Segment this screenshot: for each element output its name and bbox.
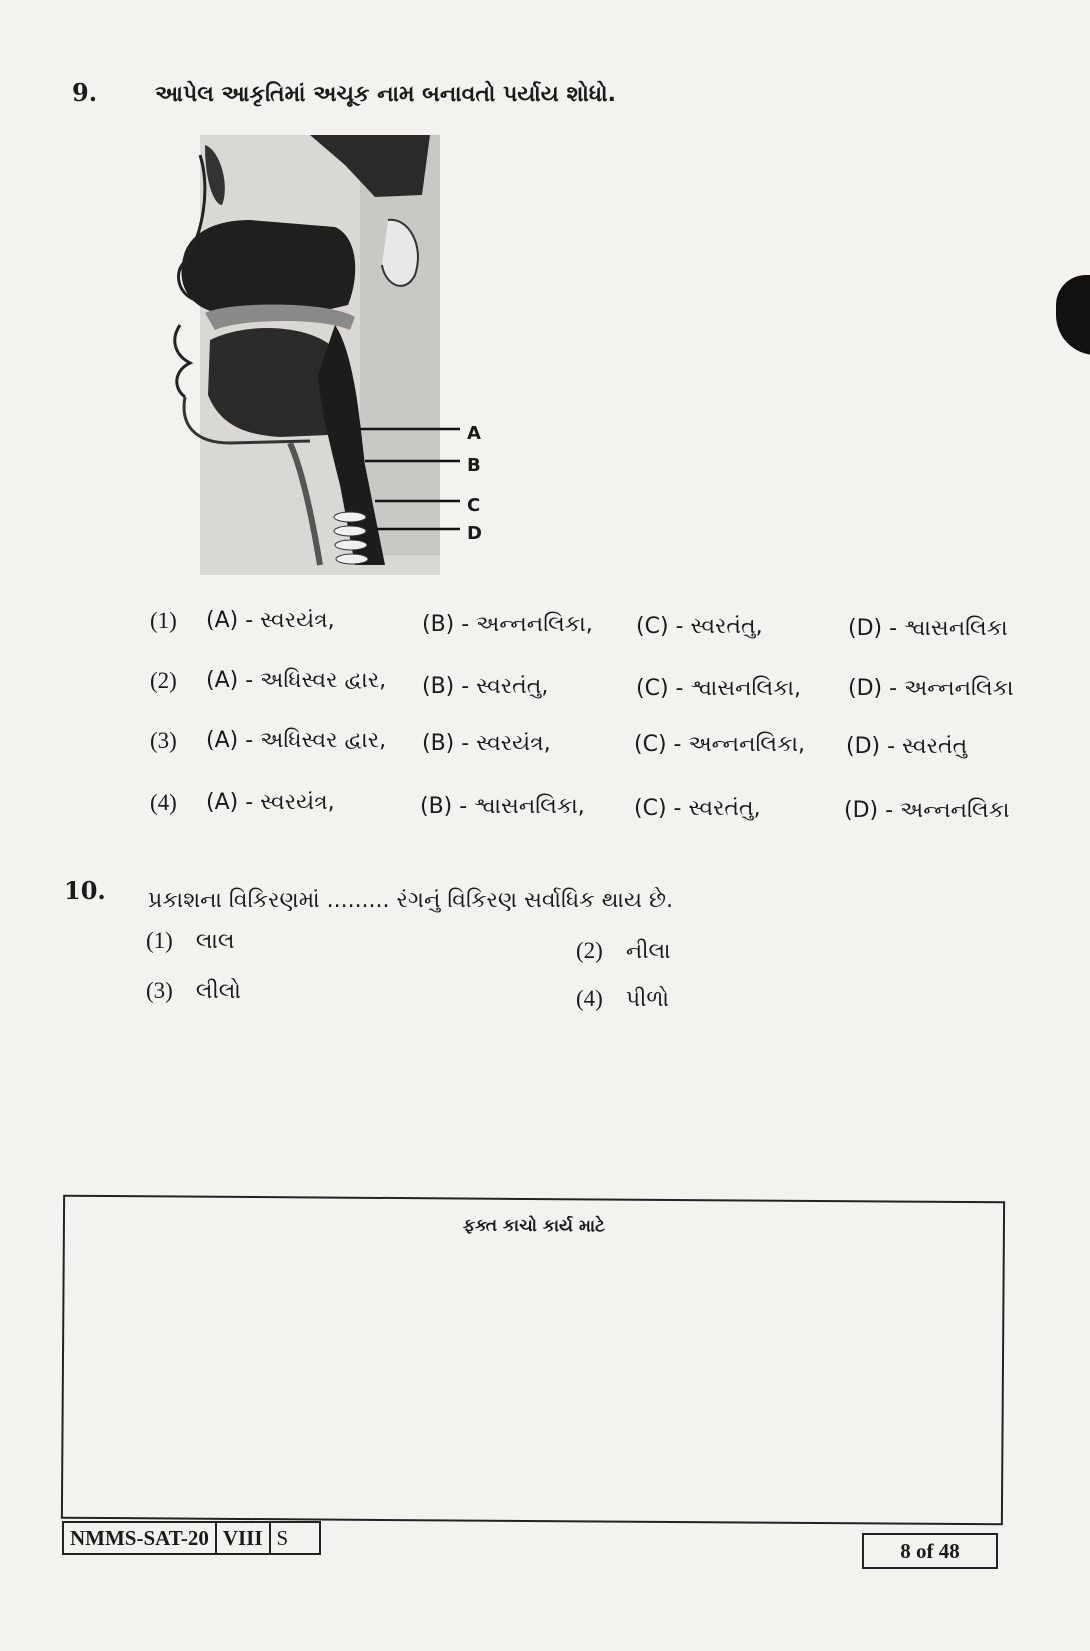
option-d: (D) - સ્વરતંતુ (846, 734, 968, 759)
option-number: (4) (150, 790, 177, 815)
option-c: (C) - સ્વરતંતુ, (634, 796, 761, 821)
option-number: (2) (150, 668, 177, 693)
figure-label-a: A (467, 423, 481, 444)
figure-label-d: D (467, 523, 482, 544)
q9-option-4[interactable] (150, 790, 1010, 823)
q10-option-2[interactable] (576, 938, 671, 964)
binding-mark (1056, 275, 1090, 355)
option-a: (A) - અધિસ્વર દ્વાર, (206, 728, 387, 753)
option-b: (B) - અન્નનલિકા, (422, 612, 593, 637)
class-code: VIII (216, 1522, 270, 1554)
question-9-number: 9. (72, 78, 98, 107)
option-d: (D) - અન્નનલિકા (844, 798, 1010, 823)
option-b: (B) - શ્વાસનલિકા, (420, 794, 585, 819)
throat-anatomy-figure (160, 125, 500, 580)
q10-option-4[interactable] (576, 986, 669, 1012)
option-c: (C) - અન્નનલિકા, (634, 732, 805, 757)
q9-option-3[interactable] (150, 728, 968, 759)
q10-option-3[interactable] (146, 978, 241, 1004)
option-label: લીલો (195, 979, 241, 1004)
option-number: (3) (150, 728, 177, 753)
rough-work-box (61, 1195, 1005, 1526)
option-b: (B) - સ્વરયંત્ર, (422, 731, 551, 756)
option-label: લાલ (195, 929, 235, 954)
question-10-number: 10. (64, 876, 106, 905)
option-number: (2) (576, 938, 603, 963)
option-b: (B) - સ્વરતંતુ, (422, 674, 549, 699)
option-d: (D) - અન્નનલિકા (848, 676, 1014, 701)
figure-label-b: B (467, 455, 481, 476)
option-a: (A) - સ્વરયંત્ર, (206, 790, 335, 815)
option-number: (4) (576, 986, 603, 1011)
option-label: નીલા (625, 939, 671, 964)
q9-option-1[interactable] (150, 608, 1008, 641)
question-10-text: પ્રકાશના વિકિરણમાં ......... રંગનું વિકિરણ સર્વાધિક થાય છે. (148, 888, 673, 913)
paper-code: NMMS-SAT-20 (63, 1522, 216, 1554)
option-d: (D) - શ્વાસનલિકા (848, 616, 1008, 641)
figure-label-c: C (467, 495, 481, 516)
option-label: પીળો (625, 987, 670, 1012)
option-number: (3) (146, 978, 173, 1003)
page-number: 8 of 48 (862, 1533, 998, 1569)
question-9-text: આપેલ આકૃતિમાં અચૂક નામ બનાવતો પર્યાય શોધો. (155, 82, 616, 107)
rough-work-title: ફક્ત કાચો કાર્ય માટે (462, 1215, 606, 1237)
option-c: (C) - સ્વરતંતુ, (636, 614, 763, 639)
option-number: (1) (150, 608, 177, 633)
q10-option-1[interactable] (146, 928, 234, 954)
q9-option-2[interactable] (150, 668, 1014, 701)
paper-code-table (62, 1521, 321, 1555)
figure-labels (467, 418, 482, 550)
option-a: (A) - અધિસ્વર દ્વાર, (206, 668, 387, 693)
option-number: (1) (146, 928, 173, 953)
option-c: (C) - શ્વાસનલિકા, (636, 676, 802, 701)
section-code: S (270, 1522, 320, 1554)
option-a: (A) - સ્વરયંત્ર, (206, 608, 335, 633)
